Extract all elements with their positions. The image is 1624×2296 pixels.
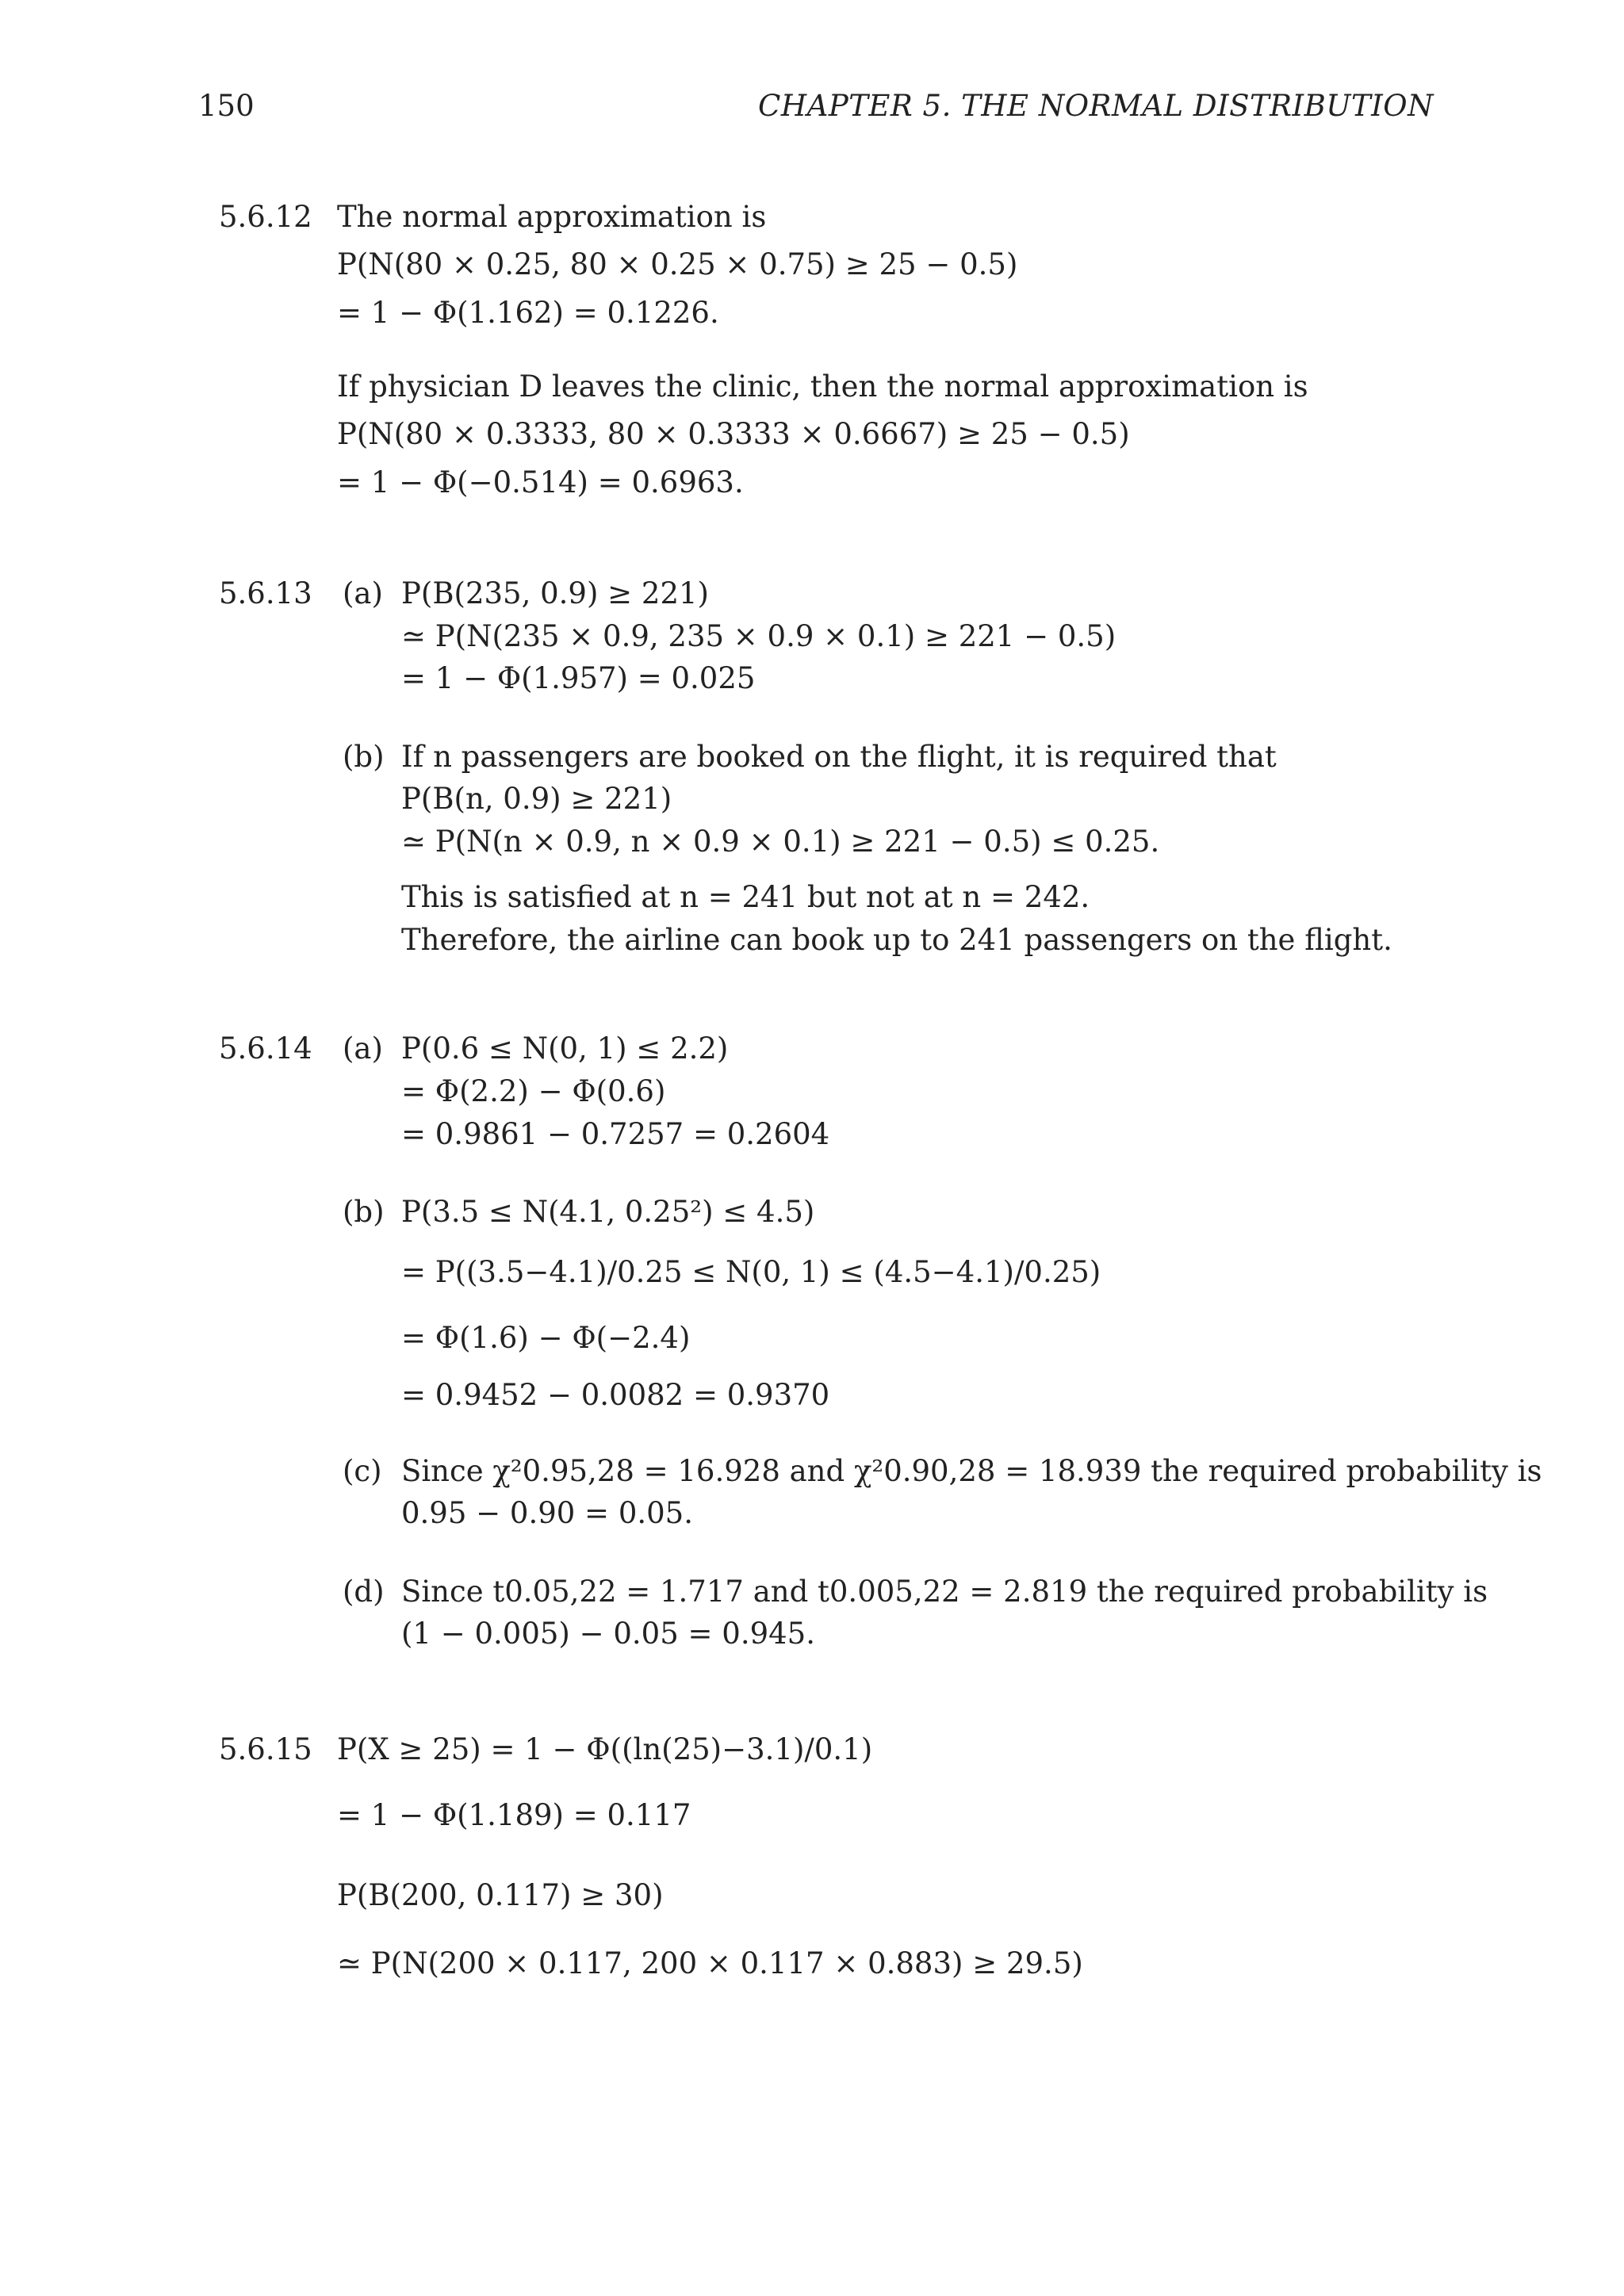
solution-line: Therefore, the airline can book up to 241 passengers on the flight. bbox=[401, 923, 1392, 957]
solution-line: ≃ P(N(200 × 0.117, 200 × 0.117 × 0.883) ≥ 29.5) bbox=[337, 1946, 1083, 1980]
solution-line: = 1 − Φ(1.162) = 0.1226. bbox=[337, 296, 719, 330]
solution-line: = Φ(1.6) − Φ(−2.4) bbox=[401, 1321, 691, 1355]
solution-line: Since χ²0.95,28 = 16.928 and χ²0.90,28 = 18.939 the required probability is bbox=[401, 1454, 1542, 1488]
problem-number: 5.6.12 bbox=[219, 200, 312, 234]
problem-number: 5.6.14 bbox=[219, 1031, 312, 1066]
problem-number: 5.6.15 bbox=[219, 1732, 312, 1766]
solution-line: P(B(n, 0.9) ≥ 221) bbox=[401, 782, 672, 816]
solution-line: P(3.5 ≤ N(4.1, 0.25²) ≤ 4.5) bbox=[401, 1195, 815, 1229]
solution-line: P(X ≥ 25) = 1 − Φ((ln(25)−3.1)/0.1) bbox=[337, 1732, 873, 1766]
solution-line: If physician D leaves the clinic, then the normal approximation is bbox=[337, 369, 1308, 404]
part-label: (c) bbox=[343, 1454, 382, 1488]
page-number: 150 bbox=[198, 89, 255, 123]
solution-line: (1 − 0.005) − 0.05 = 0.945. bbox=[401, 1617, 815, 1651]
solution-line: = 0.9452 − 0.0082 = 0.9370 bbox=[401, 1378, 830, 1412]
solution-line: = 0.9861 − 0.7257 = 0.2604 bbox=[401, 1117, 830, 1151]
solution-line: This is satisfied at n = 241 but not at n = 242. bbox=[401, 880, 1090, 914]
solution-line: = 1 − Φ(1.957) = 0.025 bbox=[401, 661, 756, 695]
solution-line: = P((3.5−4.1)/0.25 ≤ N(0, 1) ≤ (4.5−4.1)/0.25) bbox=[401, 1255, 1101, 1289]
solution-line: The normal approximation is bbox=[337, 200, 767, 234]
solution-line: = Φ(2.2) − Φ(0.6) bbox=[401, 1074, 666, 1108]
solution-line: = 1 − Φ(−0.514) = 0.6963. bbox=[337, 465, 744, 499]
solution-line: P(N(80 × 0.3333, 80 × 0.3333 × 0.6667) ≥ 25 − 0.5) bbox=[337, 417, 1130, 451]
solution-line: If n passengers are booked on the flight, it is required that bbox=[401, 740, 1277, 774]
part-label: (a) bbox=[343, 576, 383, 610]
part-label: (b) bbox=[343, 740, 385, 774]
solution-line: Since t0.05,22 = 1.717 and t0.005,22 = 2.819 the required probability is bbox=[401, 1575, 1488, 1609]
solution-line: P(B(200, 0.117) ≥ 30) bbox=[337, 1878, 664, 1912]
problem-number: 5.6.13 bbox=[219, 576, 312, 610]
part-label: (a) bbox=[343, 1031, 383, 1066]
part-label: (b) bbox=[343, 1195, 385, 1229]
solution-line: ≃ P(N(n × 0.9, n × 0.9 × 0.1) ≥ 221 − 0.5) ≤ 0.25. bbox=[401, 825, 1160, 859]
solution-line: P(B(235, 0.9) ≥ 221) bbox=[401, 576, 709, 610]
solution-line: P(N(80 × 0.25, 80 × 0.25 × 0.75) ≥ 25 − 0.5) bbox=[337, 247, 1018, 281]
solution-line: ≃ P(N(235 × 0.9, 235 × 0.9 × 0.1) ≥ 221 − 0.5) bbox=[401, 619, 1116, 653]
part-label: (d) bbox=[343, 1575, 385, 1609]
solution-line: 0.95 − 0.90 = 0.05. bbox=[401, 1496, 693, 1530]
running-head: CHAPTER 5. THE NORMAL DISTRIBUTION bbox=[758, 89, 1434, 123]
solution-line: P(0.6 ≤ N(0, 1) ≤ 2.2) bbox=[401, 1031, 729, 1066]
solution-line: = 1 − Φ(1.189) = 0.117 bbox=[337, 1798, 691, 1832]
